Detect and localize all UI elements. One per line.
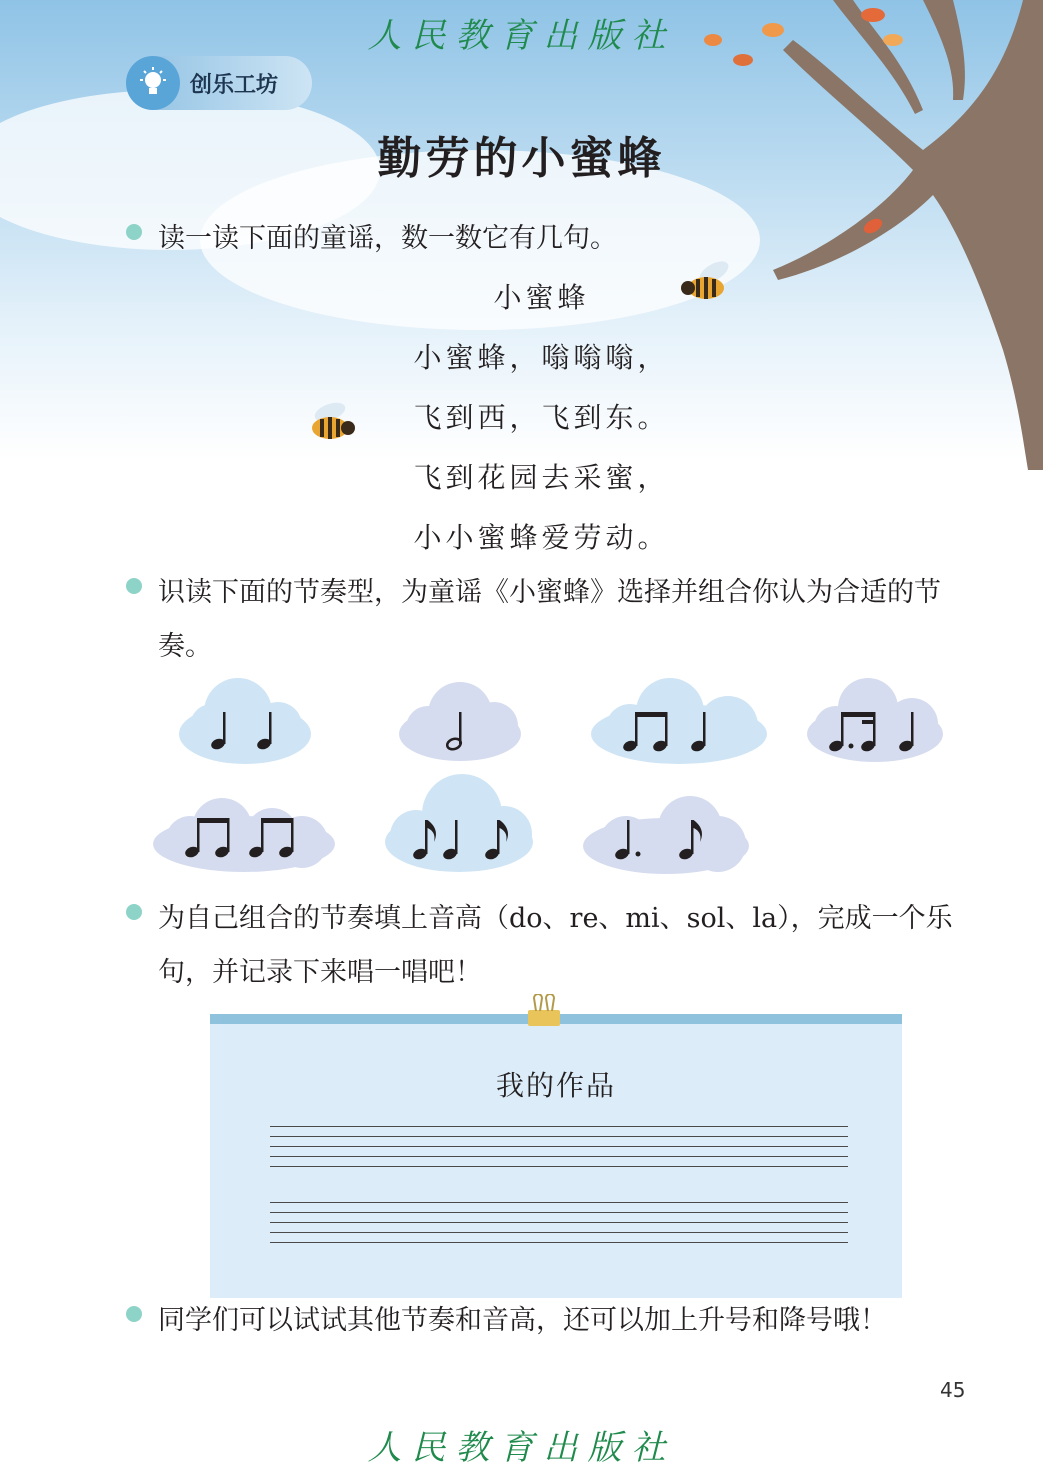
bullet-dot [126, 224, 142, 240]
bee-illustration [300, 398, 360, 448]
instruction-2 [126, 566, 958, 674]
rhythm-card-half [398, 680, 522, 762]
lightbulb-icon [126, 56, 180, 110]
page-title: 勤劳的小蜜蜂 [377, 133, 666, 184]
work-box [210, 1014, 902, 1298]
work-box-title: 我的作品 [495, 1069, 616, 1102]
instruction-4 [126, 1294, 958, 1348]
section-badge [126, 56, 312, 110]
instruction-text: 读一读下面的童谣，数一数它有几句。 [158, 223, 617, 254]
page-number: 45 [940, 1378, 966, 1402]
binder-clip-icon [526, 994, 562, 1028]
music-staff [270, 1202, 848, 1252]
poem-line: 小蜜蜂，嗡嗡嗡， [413, 341, 670, 374]
rhythm-card-eighth-quarter-eighth [384, 774, 534, 874]
instruction-text: 识读下面的节奏型，为童谣《小蜜蜂》选择并组合你认为合适的节奏。 [158, 577, 941, 662]
instruction-3 [126, 892, 958, 1000]
rhythm-card-eighth-pair-quarter [590, 676, 768, 766]
rhythm-card-dotted-quarter-eighth [582, 792, 750, 876]
bullet-dot [126, 904, 142, 920]
rhythm-card-quarter-quarter [178, 676, 312, 766]
poem-line: 飞到花园去采蜜， [413, 461, 670, 494]
instruction-1 [126, 212, 958, 266]
rhythm-card-dotted-eighth-sixteenth-quarter [806, 676, 944, 764]
bullet-dot [126, 1306, 142, 1322]
publisher-header: 人民教育出版社 [367, 16, 676, 56]
bullet-dot [126, 578, 142, 594]
poem-line: 飞到西，飞到东。 [413, 401, 670, 434]
poem-line: 小小蜜蜂爱劳动。 [413, 521, 670, 554]
music-staff [270, 1126, 848, 1176]
publisher-footer: 人民教育出版社 [367, 1428, 676, 1468]
instruction-text: 为自己组合的节奏填上音高（do、re、mi、sol、la），完成一个乐句，并记录下来唱一唱吧！ [158, 903, 953, 988]
instruction-text: 同学们可以试试其他节奏和音高，还可以加上升号和降号哦！ [158, 1305, 887, 1336]
poem-title: 小蜜蜂 [493, 281, 590, 314]
rhythm-card-eighth-pair-eighth-pair [152, 792, 336, 874]
bee-illustration [676, 258, 736, 308]
section-badge-label: 创乐工坊 [190, 72, 279, 98]
